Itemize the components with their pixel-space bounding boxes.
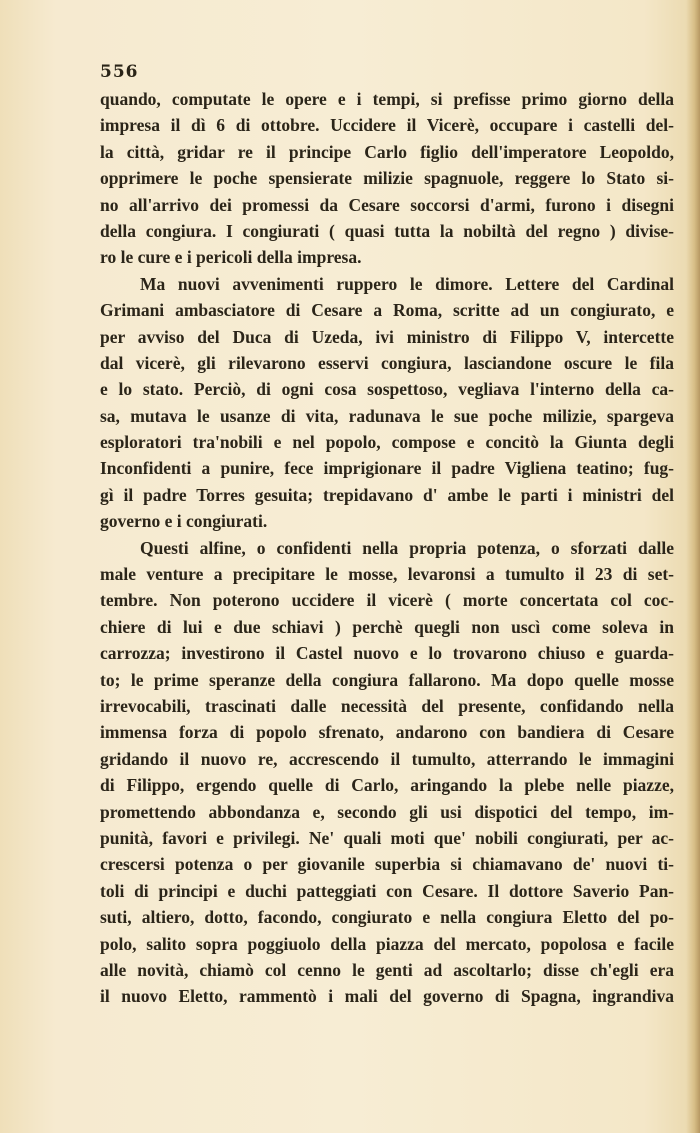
text-line: promettendo abbondanza e, secondo gli usi dispotici del tempo, im- xyxy=(100,801,674,822)
text-line: suti, altiero, dotto, facondo, congiurato e nella congiura Eletto del po- xyxy=(100,907,674,928)
page-number: 556 xyxy=(100,62,139,82)
text-line: gì il padre Torres gesuita; trepidavano d' ambe le parti i ministri del xyxy=(100,484,674,505)
text-line: governo e i congiurati. xyxy=(100,511,268,532)
text-line: dal vicerè, gli rilevarono esservi congiura, lasciandone oscure le fila xyxy=(100,352,674,373)
text-line: Grimani ambasciatore di Cesare a Roma, scritte ad un congiurato, e xyxy=(100,300,674,321)
text-line: quando, computate le opere e i tempi, si prefisse primo giorno della xyxy=(100,89,674,109)
text-line: punità, favori e privilegi. Ne' quali moti que' nobili congiurati, per ac- xyxy=(100,827,674,848)
text-line: male venture a precipitare le mosse, levaronsi a tumulto il 23 di set- xyxy=(100,564,674,585)
text-line: della congiura. I congiurati ( quasi tutta la nobiltà del regno ) divise- xyxy=(100,220,674,241)
text-line: Inconfidenti a punire, fece imprigionare il padre Vigliena teatino; fug- xyxy=(100,458,674,479)
text-line: sa, mutava le usanze di vita, radunava le sue poche milizie, spargeva xyxy=(100,405,674,426)
text-line: gridando il nuovo re, accrescendo il tumulto, atterrando le immagini xyxy=(100,748,674,769)
page-edge-shadow xyxy=(686,0,700,1133)
text-line: Ma nuovi avvenimenti ruppero le dimore. Lettere del Cardinal xyxy=(140,273,674,294)
text-line: il nuovo Eletto, rammentò i mali del governo di Spagna, ingrandiva xyxy=(100,986,674,1007)
text-line: carrozza; investirono il Castel nuovo e lo trovarono chiuso e guarda- xyxy=(100,643,674,664)
text-line: esploratori tra'nobili e nel popolo, compose e concitò la Giunta degli xyxy=(100,432,674,453)
text-line: alle novità, chiamò col cenno le genti ad ascoltarlo; disse ch'egli era xyxy=(100,959,674,980)
body-text xyxy=(100,86,674,1010)
text-line: per avviso del Duca di Uzeda, ivi ministro di Filippo V, intercette xyxy=(100,326,674,347)
text-line: Questi alfine, o confidenti nella propria potenza, o sforzati dalle xyxy=(140,537,674,558)
text-line: tembre. Non poterono uccidere il vicerè ( morte concertata col coc- xyxy=(100,590,674,611)
text-line: e lo stato. Perciò, di ogni cosa sospettoso, vegliava l'interno della ca- xyxy=(100,379,674,400)
text-line: chiere di lui e due schiavi ) perchè quegli non uscì come soleva in xyxy=(100,616,674,637)
text-line: irrevocabili, trascinati dalle necessità del presente, confidando nella xyxy=(100,695,674,716)
text-line: crescersi potenza o per giovanile superbia si chiamavano de' nuovi ti- xyxy=(100,854,674,875)
text-line: di Filippo, ergendo quelle di Carlo, aringando la plebe nelle piazze, xyxy=(100,775,674,796)
text-line: ro le cure e i pericoli della impresa. xyxy=(100,247,362,268)
text-line: toli di principi e duchi patteggiati con Cesare. Il dottore Saverio Pan- xyxy=(100,880,674,901)
text-line: impresa il dì 6 di ottobre. Uccidere il Vicerè, occupare i castelli del- xyxy=(100,115,674,136)
text-line: no all'arrivo dei promessi da Cesare soccorsi d'armi, furono i disegni xyxy=(100,194,674,215)
text-line: to; le prime speranze della congiura fallarono. Ma dopo quelle mosse xyxy=(100,669,674,690)
text-line: la città, gridar re il principe Carlo figlio dell'imperatore Leopoldo, xyxy=(100,141,674,162)
text-line: polo, salito sopra poggiuolo della piazza del mercato, popolosa e facile xyxy=(100,933,674,954)
text-line: opprimere le poche spensierate milizie spagnuole, reggere lo Stato si- xyxy=(100,168,674,189)
text-line: immensa forza di popolo sfrenato, andarono con bandiera di Cesare xyxy=(100,722,674,743)
